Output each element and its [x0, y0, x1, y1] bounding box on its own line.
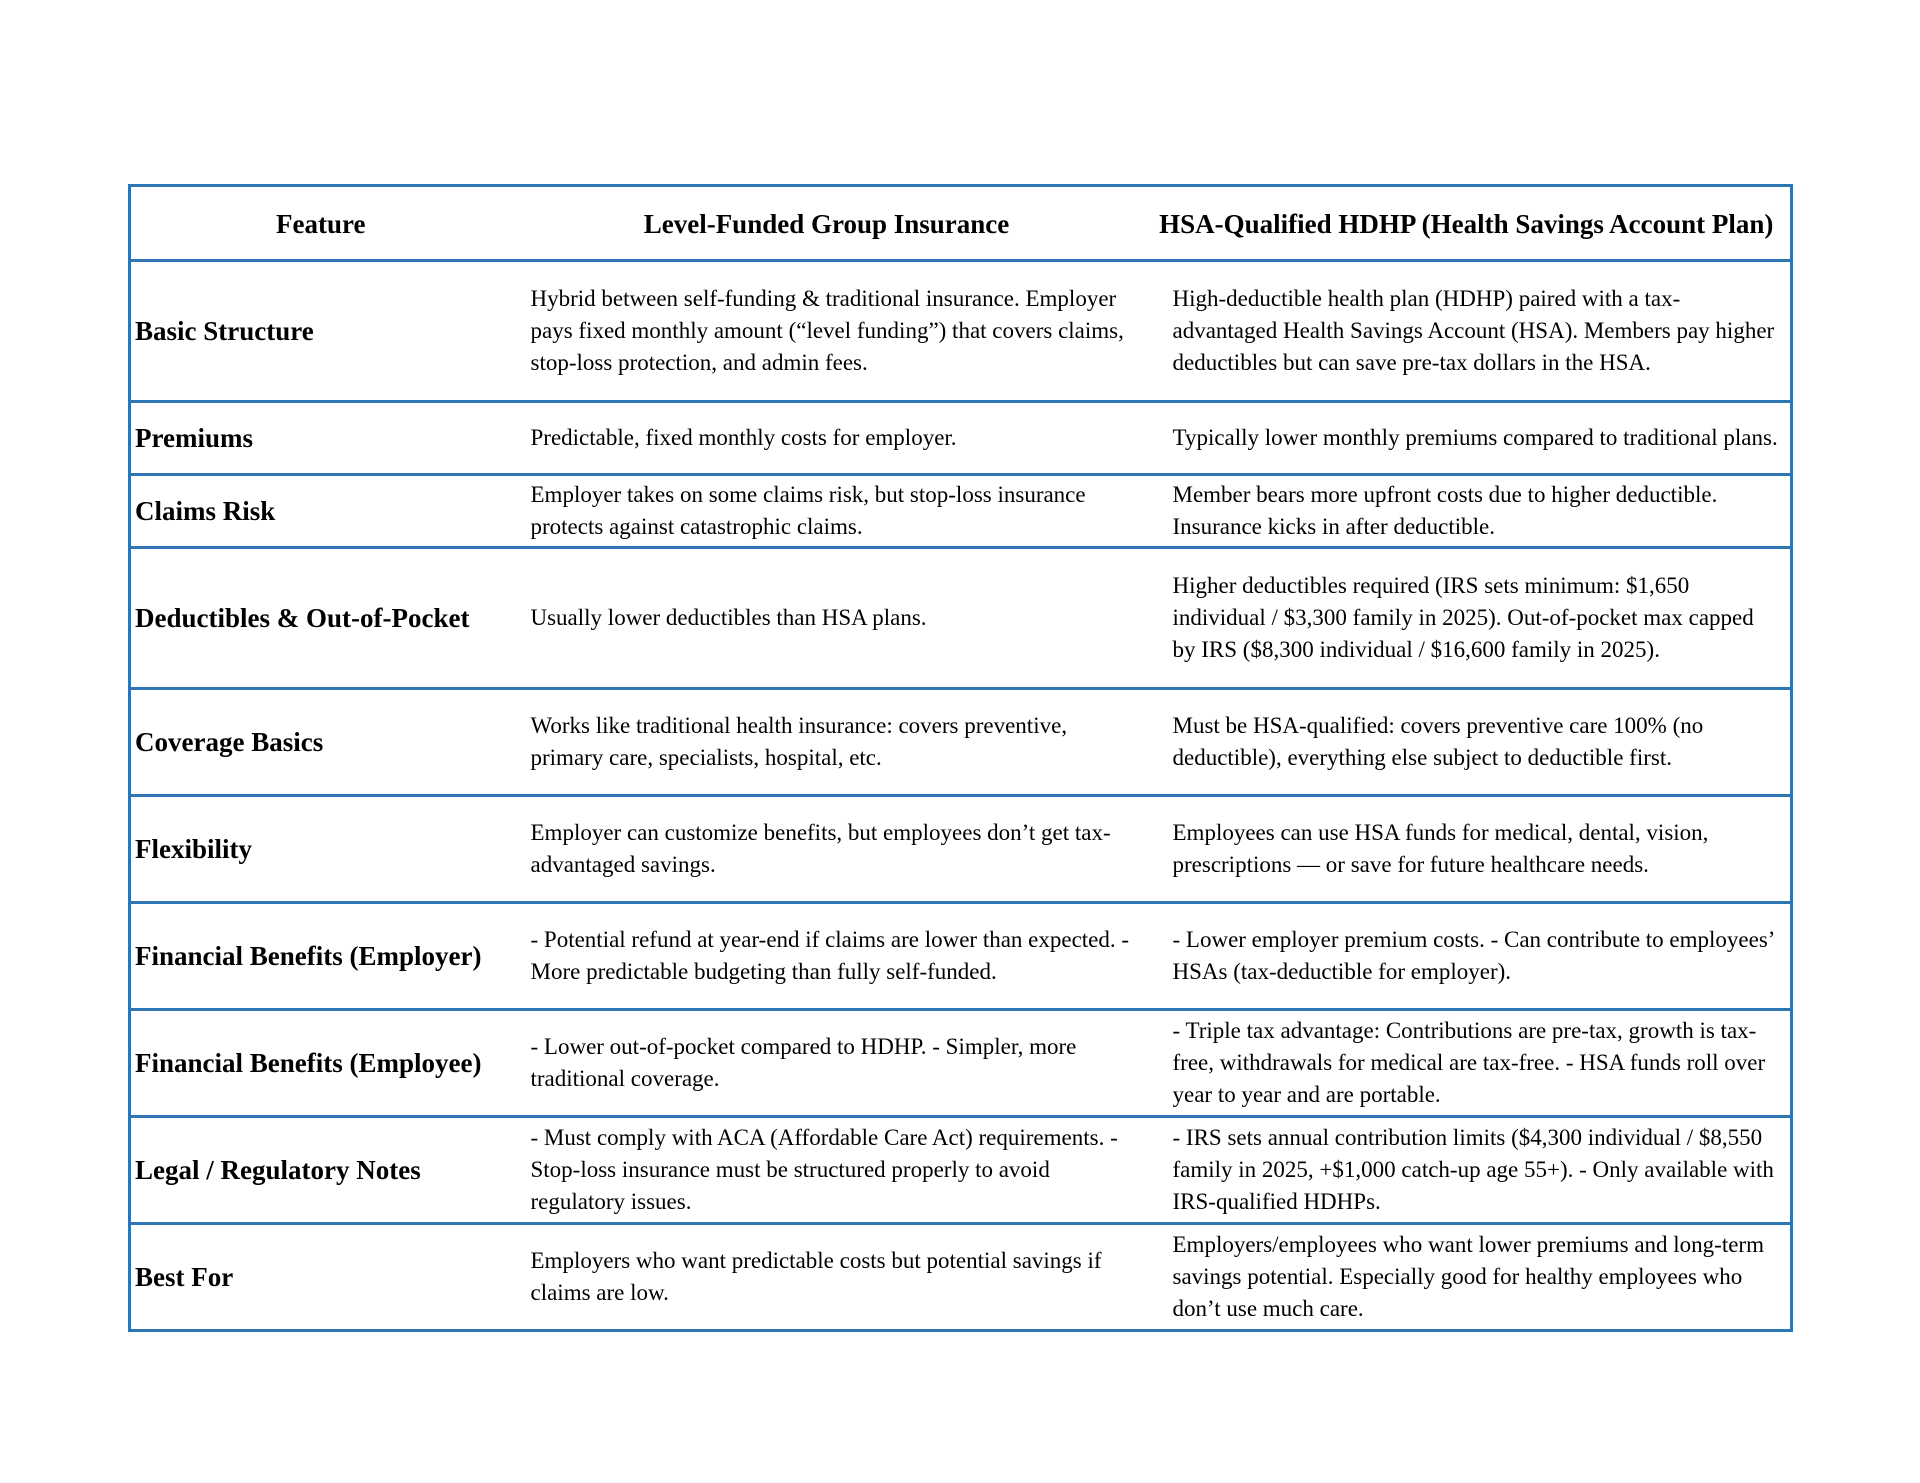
table-row: [130, 689, 1792, 796]
row-level-funded: Works like traditional health insurance: covers preventive, primary care, specialists, hospital, etc.: [511, 689, 1143, 796]
row-hdhp: - Triple tax advantage: Contributions are pre-tax, growth is tax-free, withdrawals for medical are tax-free. - HSA funds roll over year to year and are portable.: [1143, 1010, 1792, 1117]
row-feature: Best For: [130, 1224, 511, 1331]
row-feature: Claims Risk: [130, 475, 511, 548]
row-hdhp: - IRS sets annual contribution limits ($4,300 individual / $8,550 family in 2025, +$1,000 catch-up age 55+). - Only available with IRS-qualified HDHPs.: [1143, 1117, 1792, 1224]
table-row: [130, 796, 1792, 903]
row-level-funded: - Lower out-of-pocket compared to HDHP. - Simpler, more traditional coverage.: [511, 1010, 1143, 1117]
row-level-funded: Employer takes on some claims risk, but stop-loss insurance protects against catastrophic claims.: [511, 475, 1143, 548]
row-feature: Legal / Regulatory Notes: [130, 1117, 511, 1224]
table-row: [130, 1224, 1792, 1331]
row-feature: Flexibility: [130, 796, 511, 903]
row-hdhp: Higher deductibles required (IRS sets minimum: $1,650 individual / $3,300 family in 2025). Out-of-pocket max capped by IRS ($8,300 individual / $16,600 family in 2025).: [1143, 548, 1792, 689]
row-hdhp: Typically lower monthly premiums compared to traditional plans.: [1143, 402, 1792, 475]
table-row: [130, 903, 1792, 1010]
row-hdhp: Employers/employees who want lower premiums and long-term savings potential. Especially good for healthy employees who don’t use much care.: [1143, 1224, 1792, 1331]
table-header-row: [130, 186, 1792, 261]
row-feature: Basic Structure: [130, 261, 511, 402]
header-level-funded: Level-Funded Group Insurance: [511, 186, 1143, 261]
row-feature: Coverage Basics: [130, 689, 511, 796]
table-row: [130, 1117, 1792, 1224]
table-row: [130, 475, 1792, 548]
header-feature: Feature: [130, 186, 511, 261]
row-feature: Financial Benefits (Employer): [130, 903, 511, 1010]
row-feature: Deductibles & Out-of-Pocket: [130, 548, 511, 689]
row-feature: Premiums: [130, 402, 511, 475]
table-row: [130, 261, 1792, 402]
row-hdhp: - Lower employer premium costs. - Can contribute to employees’ HSAs (tax-deductible for employer).: [1143, 903, 1792, 1010]
row-level-funded: - Potential refund at year-end if claims are lower than expected. - More predictable budgeting than fully self-funded.: [511, 903, 1143, 1010]
row-level-funded: Predictable, fixed monthly costs for employer.: [511, 402, 1143, 475]
row-hdhp: Must be HSA-qualified: covers preventive care 100% (no deductible), everything else subject to deductible first.: [1143, 689, 1792, 796]
row-level-funded: Hybrid between self-funding & traditional insurance. Employer pays fixed monthly amount (“level funding”) that covers claims, stop-loss protection, and admin fees.: [511, 261, 1143, 402]
row-hdhp: Member bears more upfront costs due to higher deductible. Insurance kicks in after deductible.: [1143, 475, 1792, 548]
row-level-funded: - Must comply with ACA (Affordable Care Act) requirements. - Stop-loss insurance must be structured properly to avoid regulatory issues.: [511, 1117, 1143, 1224]
row-level-funded: Employer can customize benefits, but employees don’t get tax-advantaged savings.: [511, 796, 1143, 903]
row-feature: Financial Benefits (Employee): [130, 1010, 511, 1117]
table-row: [130, 1010, 1792, 1117]
table-row: [130, 402, 1792, 475]
row-level-funded: Usually lower deductibles than HSA plans.: [511, 548, 1143, 689]
row-hdhp: High-deductible health plan (HDHP) paired with a tax-advantaged Health Savings Account (HSA). Members pay higher deductibles but can save pre-tax dollars in the HSA.: [1143, 261, 1792, 402]
header-hdhp: HSA-Qualified HDHP (Health Savings Account Plan): [1143, 186, 1792, 261]
table-row: [130, 548, 1792, 689]
row-hdhp: Employees can use HSA funds for medical, dental, vision, prescriptions — or save for future healthcare needs.: [1143, 796, 1792, 903]
comparison-table: [128, 184, 1793, 1332]
row-level-funded: Employers who want predictable costs but potential savings if claims are low.: [511, 1224, 1143, 1331]
